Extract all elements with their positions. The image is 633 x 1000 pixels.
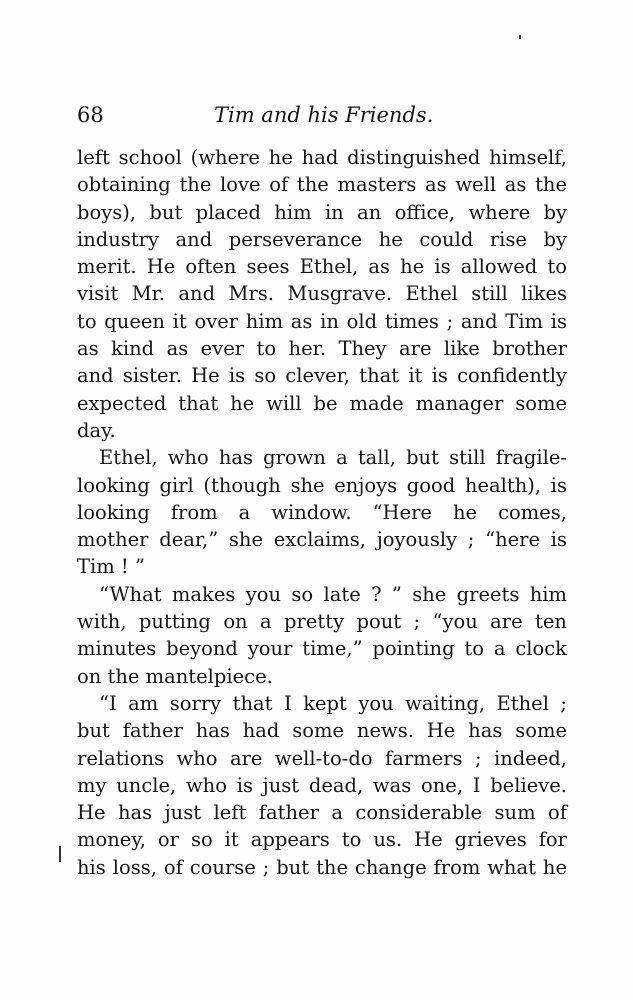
text-line: minutes beyond your time,” pointing to a clock [77, 637, 567, 661]
text-line: industry and perseverance he could rise by [77, 227, 567, 251]
text-line: left school (where he had distinguished himself, [77, 146, 567, 169]
margin-mark [59, 846, 61, 862]
text-line: boys), but placed him in an office, where by [77, 200, 567, 224]
text-line: “What makes you so late ? ” she greets him [99, 582, 567, 606]
text-line: obtaining the love of the masters as well as the [77, 173, 567, 197]
text-line: He has just left father a considerable sum of [77, 801, 567, 825]
text-line: but father has had some news. He has some [77, 719, 567, 743]
text-line: relations who are well-to-do farmers ; indeed, [77, 746, 567, 770]
text-line: looking girl (though she enjoys good health), is [77, 473, 567, 497]
running-title: Tim and his Friends. [214, 103, 434, 127]
text-line: day. [77, 418, 116, 442]
text-line: his loss, of course ; but the change from what he [77, 855, 567, 879]
text-line: Ethel, who has grown a tall, but still fragile- [99, 446, 567, 470]
text-line: “I am sorry that I kept you waiting, Ethel ; [99, 691, 567, 715]
text-line: visit Mr. and Mrs. Musgrave. Ethel still likes [77, 282, 567, 306]
text-line: to queen it over him as in old times ; and Tim is [77, 309, 567, 333]
text-line: with, putting on a pretty pout ; “you are ten [77, 610, 567, 634]
text-line: on the mantelpiece. [77, 664, 273, 688]
text-line: as kind as ever to her. They are like brother [77, 337, 567, 361]
page-number: 68 [77, 103, 104, 127]
text-line: money, or so it appears to us. He grieves for [77, 828, 567, 852]
text-line: merit. He often sees Ethel, as he is allowed to [77, 255, 567, 279]
text-line: looking from a window. “Here he comes, [77, 500, 567, 524]
body-text [77, 144, 567, 881]
text-line: and sister. He is so clever, that it is confidently [77, 364, 567, 388]
text-line: Tim ! ” [77, 555, 145, 579]
text-line: my uncle, who is just dead, was one, I believe. [77, 773, 567, 797]
text-line: expected that he will be made manager some [77, 391, 567, 415]
ink-speck [519, 35, 521, 39]
text-line: mother dear,” she exclaims, joyously ; “here is [77, 528, 567, 552]
page-header [77, 103, 567, 133]
